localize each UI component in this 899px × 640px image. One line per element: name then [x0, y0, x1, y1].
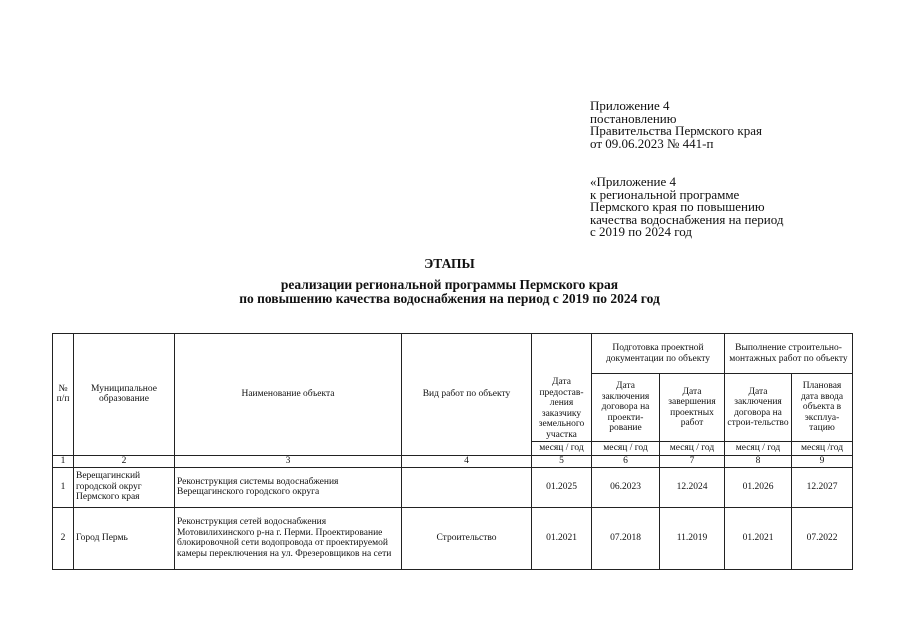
row-design-contract: 06.2023: [592, 467, 660, 507]
table-row: [53, 467, 853, 507]
row-commissioning: 12.2027: [792, 467, 853, 507]
column-number: 3: [175, 455, 402, 467]
column-number: 9: [792, 455, 853, 467]
stages-table: [52, 333, 853, 570]
row-construction-contract: 01.2021: [725, 507, 792, 569]
approval-line: Приложение 4: [590, 98, 670, 113]
program-ref-line: к региональной программе: [590, 186, 740, 202]
column-numbers-row: [53, 455, 853, 467]
row-construction-contract: 01.2026: [725, 467, 792, 507]
unit-cell: месяц / год: [725, 442, 792, 456]
approval-line: от 09.06.2023 № 441-п: [590, 135, 714, 151]
row-design-complete: 12.2024: [660, 467, 725, 507]
table-row: [53, 507, 853, 569]
row-num: 1: [53, 467, 74, 507]
program-ref-line: качества водоснабжения на период: [590, 211, 784, 227]
column-number: 7: [660, 455, 725, 467]
row-commissioning: 07.2022: [792, 507, 853, 569]
program-ref-line: с 2019 по 2024 год: [590, 224, 692, 239]
header-land-date: Дата предостав-ления заказчику земельного участка: [532, 334, 592, 442]
row-land-date: 01.2025: [532, 467, 592, 507]
approval-line: Правительства Пермского края: [590, 123, 762, 138]
column-number: 6: [592, 455, 660, 467]
header-construction-contract: Дата заключения договора на строи-тельство: [725, 374, 792, 442]
row-land-date: 01.2021: [532, 507, 592, 569]
column-number: 8: [725, 455, 792, 467]
row-work-type: [402, 467, 532, 507]
unit-cell: месяц /год: [792, 442, 853, 456]
column-number: 5: [532, 455, 592, 467]
program-ref-line: Пермского края по повышению: [590, 199, 765, 214]
approval-line: постановлению: [590, 110, 677, 126]
column-number: 2: [74, 455, 175, 467]
document-subtitle: [0, 278, 899, 306]
header-row: [53, 334, 853, 374]
row-object: Реконструкция системы водоснабжения Верещагинского городского округа: [175, 467, 402, 507]
header-num: № п/п: [53, 334, 74, 456]
unit-cell: месяц / год: [532, 442, 592, 456]
column-number: 1: [53, 455, 74, 467]
header-design-contract: Дата заключения договора на проекти-рование: [592, 374, 660, 442]
row-municipality: Верещагинский городской округ Пермского края: [74, 467, 175, 507]
unit-cell: месяц / год: [592, 442, 660, 456]
program-reference: [590, 176, 783, 239]
row-object: Реконструкция сетей водоснабжения Мотовилихинского р-на г. Перми. Проектирование блокировочной сети водопровода от проектируемой камеры переключения на ул. Фрезеровщиков на сети: [175, 507, 402, 569]
header-design-group: Подготовка проектной документации по объекту: [592, 334, 725, 374]
header-object: Наименование объекта: [175, 334, 402, 456]
document-title: ЭТАПЫ: [424, 256, 475, 271]
header-design-complete: Дата завершения проектных работ: [660, 374, 725, 442]
header-commissioning: Плановая дата ввода объекта в эксплуа-тацию: [792, 374, 853, 442]
row-num: 2: [53, 507, 74, 569]
header-municipality: Муниципальное образование: [74, 334, 175, 456]
subtitle-line: по повышению качества водоснабжения на период с 2019 по 2024 год: [239, 291, 660, 306]
column-number: 4: [402, 455, 532, 467]
header-construction-group: Выполнение строительно-монтажных работ по объекту: [725, 334, 853, 374]
row-work-type: Строительство: [402, 507, 532, 569]
row-municipality: Город Пермь: [74, 507, 175, 569]
header-work-type: Вид работ по объекту: [402, 334, 532, 456]
row-design-contract: 07.2018: [592, 507, 660, 569]
approval-reference: [590, 100, 762, 150]
row-design-complete: 11.2019: [660, 507, 725, 569]
subtitle-line: реализации региональной программы Пермского края: [280, 277, 619, 292]
program-ref-line: «Приложение 4: [590, 174, 677, 189]
unit-cell: месяц / год: [660, 442, 725, 456]
